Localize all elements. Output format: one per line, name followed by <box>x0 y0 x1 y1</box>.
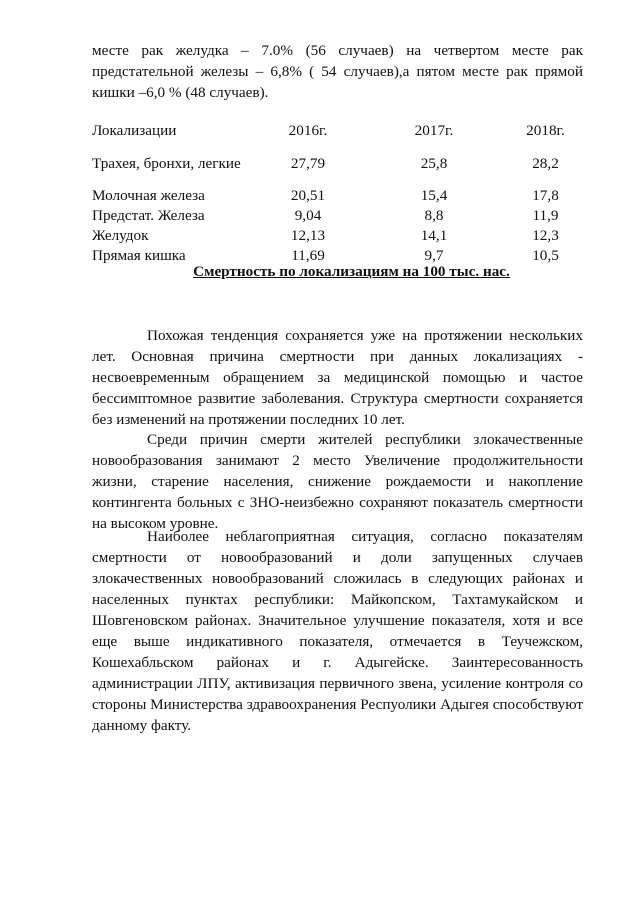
table-row <box>92 186 597 206</box>
cell-2018: 28,2 <box>532 155 559 172</box>
cell-2016: 20,51 <box>290 187 326 204</box>
cell-2016: 27,79 <box>290 155 326 172</box>
table-header-row <box>92 120 597 142</box>
cell-2017: 14,1 <box>420 227 448 244</box>
paragraph-trend: Похожая тенденция сохраняется уже на протяжении нескольких лет. Основная причина смертности при данных локализациях - несвоевременным обращением за медицинской помощью и частое бессимптомное развитие заболевания. Структура смертности сохраняется без изменений на протяжении последних 10 лет. <box>92 327 583 428</box>
cell-2017: 25,8 <box>420 155 448 172</box>
table-row <box>92 142 597 186</box>
cell-2016: 9,04 <box>294 207 322 224</box>
paragraph-districts: Наиболее неблагоприятная ситуация, согласно показателям смертности от новообразований и доли запущенных случаев злокачественных новообразований сложилась в следующих районах и населенных пунктах республики: Майкопском, Тахтамукайском и Шовгеновском районах. Значительное улучшение показателя, хотя и все еще выше индикативного показателя, отмечается в Теучежском, Кошехабльском районах и г. Адыгейске. Заинтересованность администрации ЛПУ, активизация первичного звена, усиление контроля со стороны Министерства здравоохранения Респуолики Адыгея способствуют данному факту. <box>92 528 583 734</box>
cell-2017: 8,8 <box>424 207 444 224</box>
header-2017: 2017г. <box>414 122 454 139</box>
table-caption: Смертность по локализациям на 100 тыс. нас. <box>193 263 510 280</box>
cell-2017: 9,7 <box>424 247 444 264</box>
row-label: Молочная железа <box>92 187 205 204</box>
row-label: Трахея, бронхи, легкие <box>92 155 241 172</box>
header-2018: 2018г. <box>526 122 565 139</box>
cell-2018: 11,9 <box>532 207 559 224</box>
row-label: Прямая кишка <box>92 247 186 264</box>
cell-2017: 15,4 <box>420 187 448 204</box>
cell-2018: 10,5 <box>532 247 559 264</box>
cell-2018: 17,8 <box>532 187 559 204</box>
row-label: Предстат. Железа <box>92 207 205 224</box>
header-2016: 2016г. <box>288 122 328 139</box>
cell-2016: 12,13 <box>290 227 326 244</box>
mortality-table <box>92 120 597 266</box>
table-row <box>92 206 597 226</box>
paragraph-causes: Среди причин смерти жителей республики злокачественные новообразования занимают 2 место Увеличение продолжительности жизни, старение населения, снижение рождаемости и накопление контингента больных с ЗНО-неизбежно сохраняют показатель смертности на высоком уровне. <box>92 431 583 532</box>
row-label: Желудок <box>92 227 149 244</box>
table-row <box>92 226 597 246</box>
intro-paragraph: месте рак желудка – 7.0% (56 случаев) на четвертом месте рак предстательной железы – 6,8% ( 54 случаев),а пятом месте рак прямой кишки –6,0 % (48 случаев). <box>92 42 583 101</box>
cell-2018: 12,3 <box>532 227 559 244</box>
header-localization: Локализации <box>92 122 177 139</box>
cell-2016: 11,69 <box>291 247 325 264</box>
